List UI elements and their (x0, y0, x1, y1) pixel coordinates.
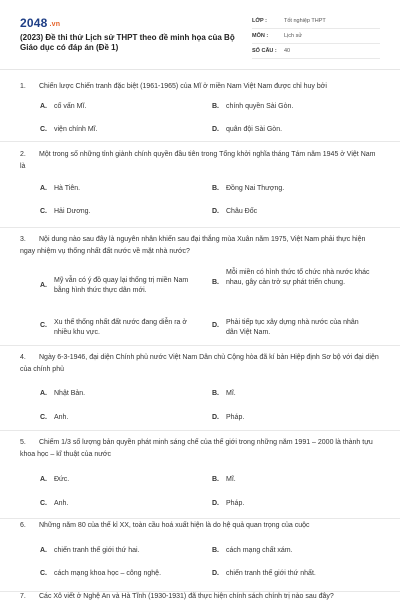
answer-option[interactable] (212, 318, 372, 338)
option-text: Châu Đốc (226, 208, 258, 215)
answer-option[interactable] (212, 569, 362, 579)
option-label: B. (212, 476, 219, 483)
question-text: Ngày 6-3-1946, đại diện Chính phủ nước Việt Nam Dân chủ Cộng hòa đã kí bản Hiệp định Sơ bộ với đại diện của chính phủ (20, 354, 379, 373)
answer-option[interactable] (212, 546, 362, 556)
option-label: A. (40, 103, 47, 110)
option-label: B. (212, 103, 219, 110)
answer-option[interactable] (40, 546, 190, 556)
option-text: cố vấn Mĩ. (54, 103, 87, 110)
meta-value: 40 (284, 48, 291, 54)
exam-meta (252, 14, 380, 59)
option-label: C. (40, 126, 47, 133)
option-label: A. (40, 282, 47, 289)
question-number: 5. (20, 439, 26, 446)
site-logo[interactable] (20, 16, 60, 30)
option-label: D. (212, 126, 219, 133)
option-label: C. (40, 322, 47, 329)
option-label: D. (212, 500, 219, 507)
answer-option[interactable] (40, 207, 190, 217)
option-text: Mĩ. (226, 390, 236, 397)
meta-value: Lịch sử (284, 33, 303, 39)
answer-option[interactable] (40, 125, 190, 135)
question-item (0, 142, 400, 224)
question-item (0, 346, 400, 428)
question-text: Các Xô viết ở Nghệ An và Hà Tĩnh (1930-1931) đã thực hiện chính sách chính trị nào sau đây? (39, 593, 334, 600)
option-text: Pháp. (226, 500, 245, 507)
answer-option[interactable] (40, 475, 190, 485)
question-stem (20, 149, 380, 173)
option-text: Anh. (54, 414, 69, 421)
question-number: 2. (20, 151, 26, 158)
option-label: A. (40, 547, 47, 554)
answer-option[interactable] (212, 184, 362, 194)
option-label: B. (212, 547, 219, 554)
option-text: quân đội Sài Gòn. (226, 126, 283, 133)
meta-row-subject (252, 29, 380, 44)
option-text: chiến tranh thế giới thứ nhất. (226, 570, 316, 577)
option-text: Xu thế thống nhất đất nước đang diễn ra ở nhiều khu vực. (54, 319, 187, 336)
answer-option[interactable] (212, 499, 362, 509)
option-text: Đức. (54, 476, 70, 483)
option-label: A. (40, 390, 47, 397)
option-label: D. (212, 570, 219, 577)
option-text: chính quyền Sài Gòn. (226, 103, 294, 110)
question-item (0, 432, 400, 514)
option-label: C. (40, 414, 47, 421)
question-text: Nội dung nào sau đây là nguyên nhân khiến sau đại thắng mùa Xuân năm 1975, Việt Nam phải thực hiện ngay nhiệm vụ thống nhất đất nước về mặt nhà nước? (20, 236, 366, 255)
question-number: 7. (20, 593, 26, 600)
answer-option[interactable] (212, 102, 362, 112)
option-text: Pháp. (226, 414, 245, 421)
question-stem (20, 234, 380, 258)
logo-main: 2048 (20, 16, 48, 30)
answer-option[interactable] (40, 413, 190, 423)
exam-title: (2023) Đề thi thử Lịch sử THPT theo đề minh họa của Bộ Giáo dục có đáp án (Đề 1) (20, 33, 235, 52)
question-number: 3. (20, 236, 26, 243)
meta-key: MÔN : (252, 33, 269, 39)
answer-option[interactable] (40, 318, 200, 338)
answer-option[interactable] (40, 184, 190, 194)
answer-option[interactable] (212, 207, 362, 217)
answer-option[interactable] (212, 413, 362, 423)
question-stem (20, 520, 380, 532)
option-label: D. (212, 208, 219, 215)
option-text: Mĩ. (226, 476, 236, 483)
question-number: 4. (20, 354, 26, 361)
option-text: Mỹ vẫn có ý đồ quay lại thống trị miền Nam bằng hình thức thực dân mới. (54, 277, 189, 294)
question-stem (20, 81, 380, 93)
option-label: A. (40, 185, 47, 192)
divider (0, 430, 400, 431)
option-text: cách mạng chất xám. (226, 547, 293, 554)
option-text: Mỗi miền có hình thức tổ chức nhà nước khác nhau, gây cản trở sự phát triển chung. (226, 269, 370, 286)
option-text: Nhật Bản. (54, 390, 86, 397)
logo-suffix: .vn (49, 21, 61, 28)
option-text: viện chính Mĩ. (54, 126, 98, 133)
answer-option[interactable] (40, 499, 190, 509)
answer-option[interactable] (212, 125, 362, 135)
option-text: cách mạng khoa học – công nghệ. (54, 570, 162, 577)
option-label: B. (212, 185, 219, 192)
option-label: C. (40, 570, 47, 577)
option-text: Đồng Nai Thượng. (226, 185, 285, 192)
question-text: Những năm 80 của thế kỉ XX, toàn cầu hoá xuất hiện là do hệ quả quan trọng của cuộc (39, 522, 310, 529)
question-item (0, 228, 400, 346)
answer-option[interactable] (40, 102, 190, 112)
option-label: B. (212, 279, 219, 286)
option-text: Hà Tiên. (54, 185, 81, 192)
exam-header (0, 0, 400, 70)
question-stem (20, 352, 380, 376)
question-stem (20, 437, 380, 461)
option-label: D. (212, 322, 219, 329)
meta-row-grade (252, 14, 380, 29)
option-text: chiến tranh thế giới thứ hai. (54, 547, 140, 554)
option-text: Phải tiếp tục xây dựng nhà nước của nhân dân Việt Nam. (226, 319, 359, 336)
question-stem (20, 591, 380, 600)
answer-option[interactable] (212, 475, 362, 485)
meta-value: Tốt nghiệp THPT (284, 18, 326, 24)
option-label: C. (40, 500, 47, 507)
meta-row-question-count (252, 44, 380, 59)
answer-option[interactable] (40, 389, 190, 399)
question-text: Chiến lược Chiến tranh đặc biệt (1961-1965) của Mĩ ở miền Nam Việt Nam được chỉ huy bởi (39, 83, 327, 90)
meta-key: SỐ CÂU : (252, 48, 277, 54)
option-label: D. (212, 414, 219, 421)
question-number: 1. (20, 83, 26, 90)
answer-option[interactable] (212, 389, 362, 399)
question-item (0, 594, 400, 600)
meta-key: LỚP : (252, 18, 267, 24)
question-item (0, 518, 400, 588)
option-label: C. (40, 208, 47, 215)
question-item (0, 70, 400, 140)
question-number: 6. (20, 522, 26, 529)
question-text: Chiếm 1/3 số lượng bản quyền phát minh sáng chế của thế giới trong những năm 1991 – 2000 là thành tựu khoa học – kĩ thuật của nước (20, 439, 373, 458)
option-text: Anh. (54, 500, 69, 507)
answer-option[interactable] (40, 569, 190, 579)
answer-option[interactable] (40, 276, 200, 296)
answer-option[interactable] (212, 268, 372, 288)
option-text: Hải Dương. (54, 208, 91, 215)
question-text: Một trong số những tỉnh giành chính quyền đầu tiên trong Tổng khởi nghĩa tháng Tám năm 1945 ở Việt Nam là (20, 151, 376, 170)
option-label: B. (212, 390, 219, 397)
option-label: A. (40, 476, 47, 483)
